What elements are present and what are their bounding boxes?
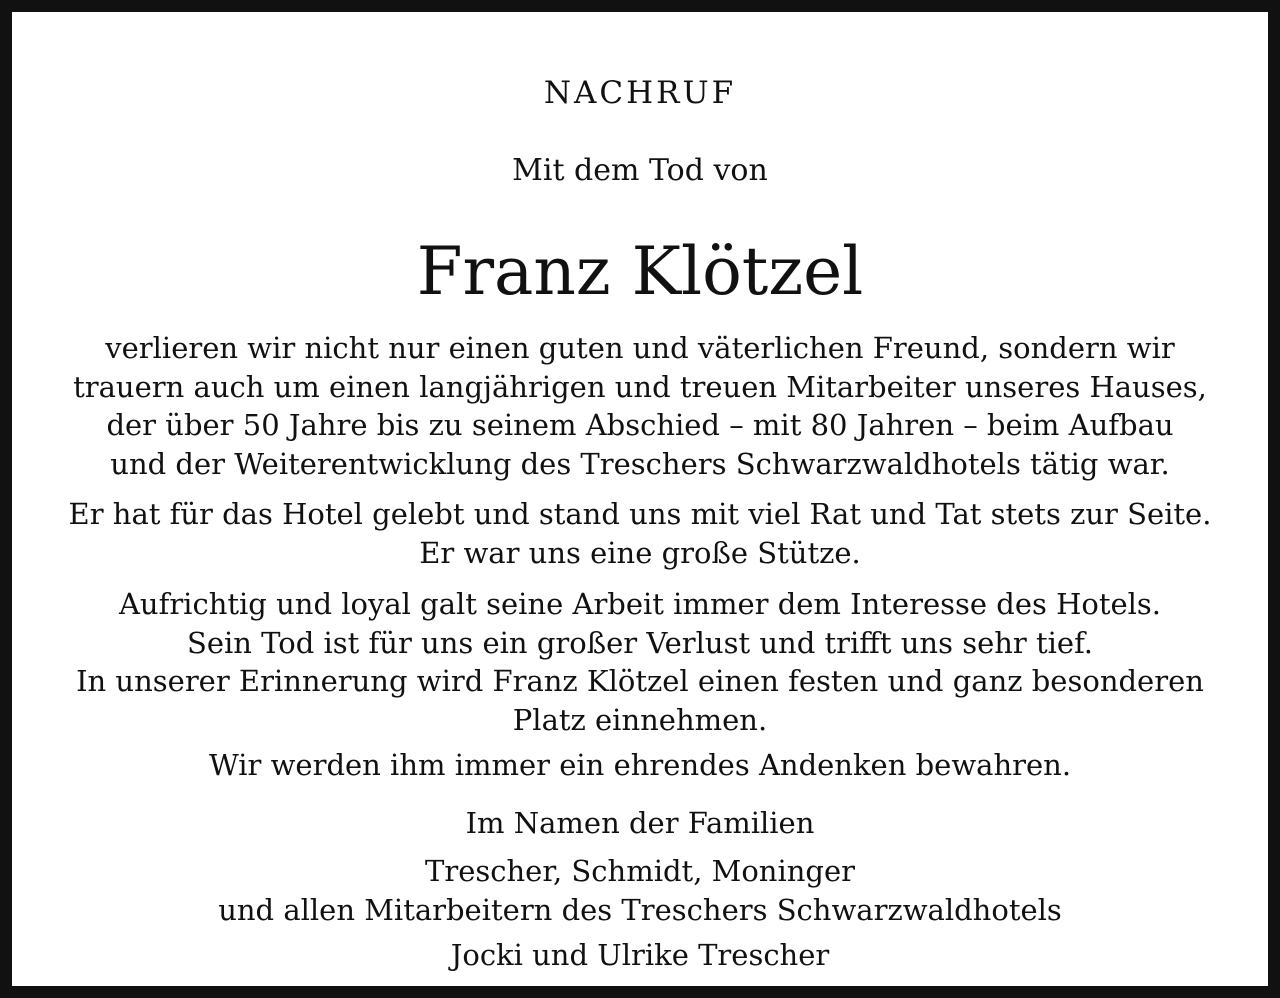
- signoff-families: [24, 852, 1256, 929]
- text-line: und der Weiterentwicklung des Treschers Schwarzwaldhotels tätig war.: [110, 446, 1170, 481]
- text-line: Wir werden ihm immer ein ehrendes Andenken bewahren.: [208, 748, 1072, 782]
- notice-content: [24, 24, 1256, 974]
- text-line: Er hat für das Hotel gelebt und stand uns mit viel Rat und Tat stets zur Seite.: [68, 497, 1212, 531]
- signoff-intro: [24, 804, 1256, 843]
- tribute-paragraph-3: [24, 585, 1256, 739]
- text-line: In unserer Erinnerung wird Franz Klötzel einen festen und ganz besonderen: [76, 664, 1204, 698]
- deceased-name: Franz Klötzel: [416, 233, 864, 310]
- text-line: der über 50 Jahre bis zu seinem Abschied – mit 80 Jahren – beim Aufbau: [106, 408, 1174, 442]
- notice-heading: NACHRUF: [543, 75, 737, 111]
- text-line: Platz einnehmen.: [512, 702, 768, 737]
- tribute-paragraph-4: [24, 746, 1256, 785]
- text-line: und allen Mitarbeitern des Treschers Schwarzwaldhotels: [218, 892, 1062, 927]
- notice-intro: Mit dem Tod von: [512, 153, 768, 188]
- text-line: Trescher, Schmidt, Moninger: [424, 854, 856, 888]
- tribute-paragraph-2: [24, 495, 1256, 572]
- text-line: Er war uns eine große Stütze.: [419, 535, 861, 570]
- text-line: Aufrichtig und loyal galt seine Arbeit immer dem Interesse des Hotels.: [118, 587, 1162, 621]
- text-line: trauern auch um einen langjährigen und treuen Mitarbeiter unseres Hauses,: [73, 369, 1207, 404]
- text-line: Sein Tod ist für uns ein großer Verlust und trifft uns sehr tief.: [186, 625, 1094, 660]
- text-line: Jocki und Ulrike Trescher: [450, 938, 830, 972]
- tribute-paragraph-1: [24, 329, 1256, 483]
- text-line: Im Namen der Familien: [465, 806, 815, 840]
- text-line: verlieren wir nicht nur einen guten und väterlichen Freund, sondern wir: [105, 331, 1175, 365]
- signoff-names: [24, 936, 1256, 975]
